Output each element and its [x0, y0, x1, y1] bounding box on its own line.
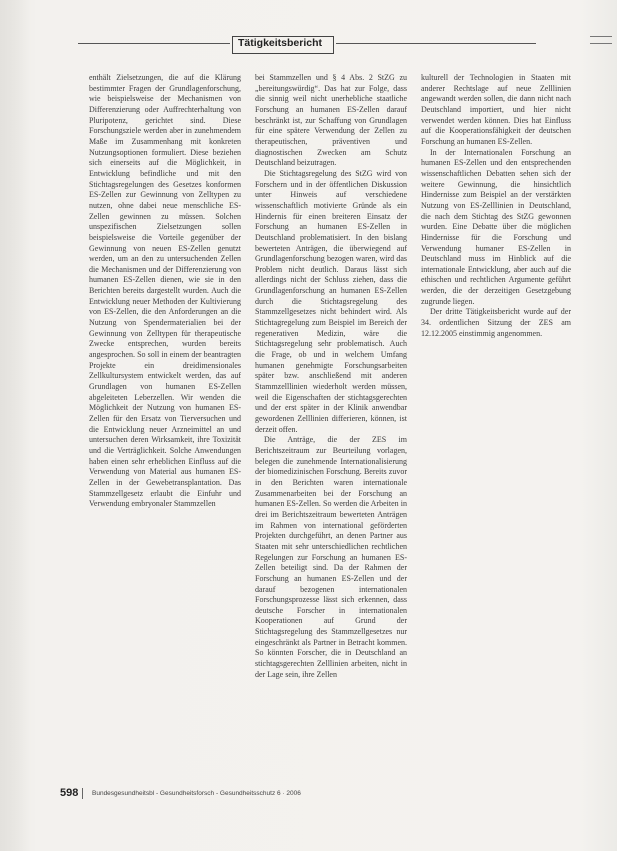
header-rule-right [336, 43, 536, 44]
section-title: Tätigkeitsbericht [238, 37, 323, 49]
footer-divider [82, 788, 83, 799]
text-column-1 [89, 73, 241, 781]
paragraph: enthält Zielsetzungen, die auf die Klärung bestimmter Fragen der Grundlagenforschung, wie beispielsweise der Mechanismen von Differenzierung oder Auffrechterhaltung von Pluripotenz, gerichtet sind. Diese Forschungsziele werden aber in zunehmendem Maße im Zusammenhang mit konkreten Nutzungsoptionen formuliert. Diese beziehen sich einerseits auf die Möglichkeit, in Entwicklung befindliche und mit den Stichtagsregelungen des Gesetzes konformen ES-Zellen zur Gewinnung von Zelltypen zu nutzen, ohne dabei neue menschliche ES-Zellen gewinnen zu müssen. Solchen unspezifischen Zielsetzungen sollen beispielsweise die Vorteile gegenüber der Gewinnung von neuen ES-Zellen genutzt werden, um an den zu untersuchenden Zellen die Mechanismen und der Differenzierung von humanen ES-Zellen dienen, wie sie in den Berichten bereits dargestellt wurden. Auch die Entwicklung neuer Methoden der Kultivierung von ES-Zellen, die den Anforderungen an die Nutzung von Spendermaterialien bei der Gewinnung von Zelltypen für therapeutische Zwecke entsprechen, wurden bereits angesprochen. So soll in einem der beantragten Projekte ein dreidimensionales Zellkultursystem entwickelt werden, das auf Grundlagen von humanen ES-Zellen abgeleiteten Leberzellen. Wir wenden die Möglichkeit der Nutzung von humanen ES-Zellen für den Ersatz von Tierversuchen und die Entwicklung neuer Arzneimittel an und untersuchen deren Wirksamkeit, ihre Toxizität und die Verträglichkeit. Solche Anwendungen haben einen sehr erheblichen Einfluss auf die Verwendung von Material aus humanen ES-Zellen in der Gewebetransplantation. Das Stammzellgesetz erlaubt die Einfuhr und Verwendung embryonaler Stammzellen [89, 73, 241, 509]
paragraph: Die Anträge, die der ZES im Berichtszeitraum zur Beurteilung vorlagen, belegen die zunehmende Internationalisierung der biomedizinischen Forschung. Bereits zuvor in den Berichten waren internationale Zusammenarbeiten bei der Forschung an humanen ES-Zellen. So werden die Arbeiten in drei im Berichtszeitraum bewerteten Anträgen im Rahmen von international geförderten Projekten durchgeführt, an denen Partner aus Staaten mit sehr unterschiedlichen rechtlichen Regelungen zur Forschung an humanen ES-Zellen beteiligt sind. Da der Rahmen der Forschung an humanen ES-Zellen und der darauf bezogenen internationalen Forschungsprozesse lässt sich erkennen, dass deutsche Forscher in internationalen Kooperationen auf Grund der Stichtagsregelung des Stammzellgesetzes nur eingeschränkt als Partner in Betracht kommen. So könnten Forscher, die in Deutschland an stichtagsgerechten Zelllinien arbeiten, nicht in der Lage sein, ihre Zellen [255, 435, 407, 679]
header-rule-left [78, 43, 230, 44]
paragraph: Die Stichtagsregelung des StZG wird von Forschern und in der öffentlichen Diskussion unter Hinweis auf verschiedene wissenschaftlich motivierte Gründe als ein Hindernis für einen breiteren Einsatz der Forschung an humanen ES-Zellen in Deutschland problematisiert. In den bislang bewerteten Anträgen, die überwiegend auf Grundlagenforschung bezogen waren, wird das Problem nicht deutlich. Daraus lässt sich allerdings nicht der Schluss ziehen, dass die Grundlagenforschung an humanen ES-Zellen durch die Stichtagsregelung des Stammzellgesetzes nicht behindert wird. Als Stichtagregelung zum Beispiel im Bereich der regenerativen Medizin, wäre die Stichtagsregelung sehr problematisch. Auch die Frage, ob und in welchem Umfang humanen genehmigte Forschungsarbeiten später bzw. anschließend mit anderen Stammzelllinien wiederholt werden müssen, weil die Eigenschaften der stichtagsgerechten und der erst später in der Klinik anwendbar gewordenen Zelllinien differieren, können, ist derzeit offen. [255, 168, 407, 434]
edge-marks [590, 36, 612, 50]
scan-shadow [0, 0, 30, 851]
paragraph: In der Internationalen Forschung an humanen ES-Zellen und den entsprechenden wissenschaftlichen Debatten sehen sich der weitere Gewinnung, die hinsichtlich Hindernisse zum Beispiel an der verstärkten Nutzung von ES-Zelllinien in Deutschland, die nach dem Stichtag des StZG gewonnen wurden. Eine Debatte über die möglichen Hindernisse für die Forschung und Verwendung humaner ES-Zellen in Deutschland muss im Hinblick auf die internationale Entwicklung, aber auch auf die ethischen und rechtlichen Argumente geführt werden, die der derzeitigen Gesetzgebung zugrunde liegen. [421, 147, 571, 306]
text-column-3 [421, 73, 571, 363]
text-column-2 [255, 73, 407, 785]
paragraph: bei Stammzellen und § 4 Abs. 2 StZG zu „bereitungswürdig“. Das hat zur Folge, dass die sinnig weil nicht unerhebliche staatliche Forschung an humanen ES-Zellen darauf beschränkt ist, zur Schaffung von Grundlagen für eine spätere Verwendung der Zellen zu therapeutischen, präventiven und diagnostischen Zwecken am Schutz Deutschland beizutragen. [255, 73, 407, 168]
journal-citation: Bundesgesundheitsbl - Gesundheitsforsch - Gesundheitsschutz 6 · 2006 [92, 790, 301, 797]
paragraph: Der dritte Tätigkeitsbericht wurde auf der 34. ordentlichen Sitzung der ZES am 12.12.2005 einstimmig angenommen. [421, 307, 571, 338]
page-number: 598 [60, 787, 79, 799]
paragraph: kulturell der Technologien in Staaten mit anderer Rechtslage auf neue Zelllinien angewandt werden sollen, die dann nicht nach Deutschland importiert, und hier nicht verwendet werden können. Dies hat Einfluss auf die Kooperationsfähigkeit der deutschen Forschung an humanen ES-Zellen. [421, 73, 571, 146]
